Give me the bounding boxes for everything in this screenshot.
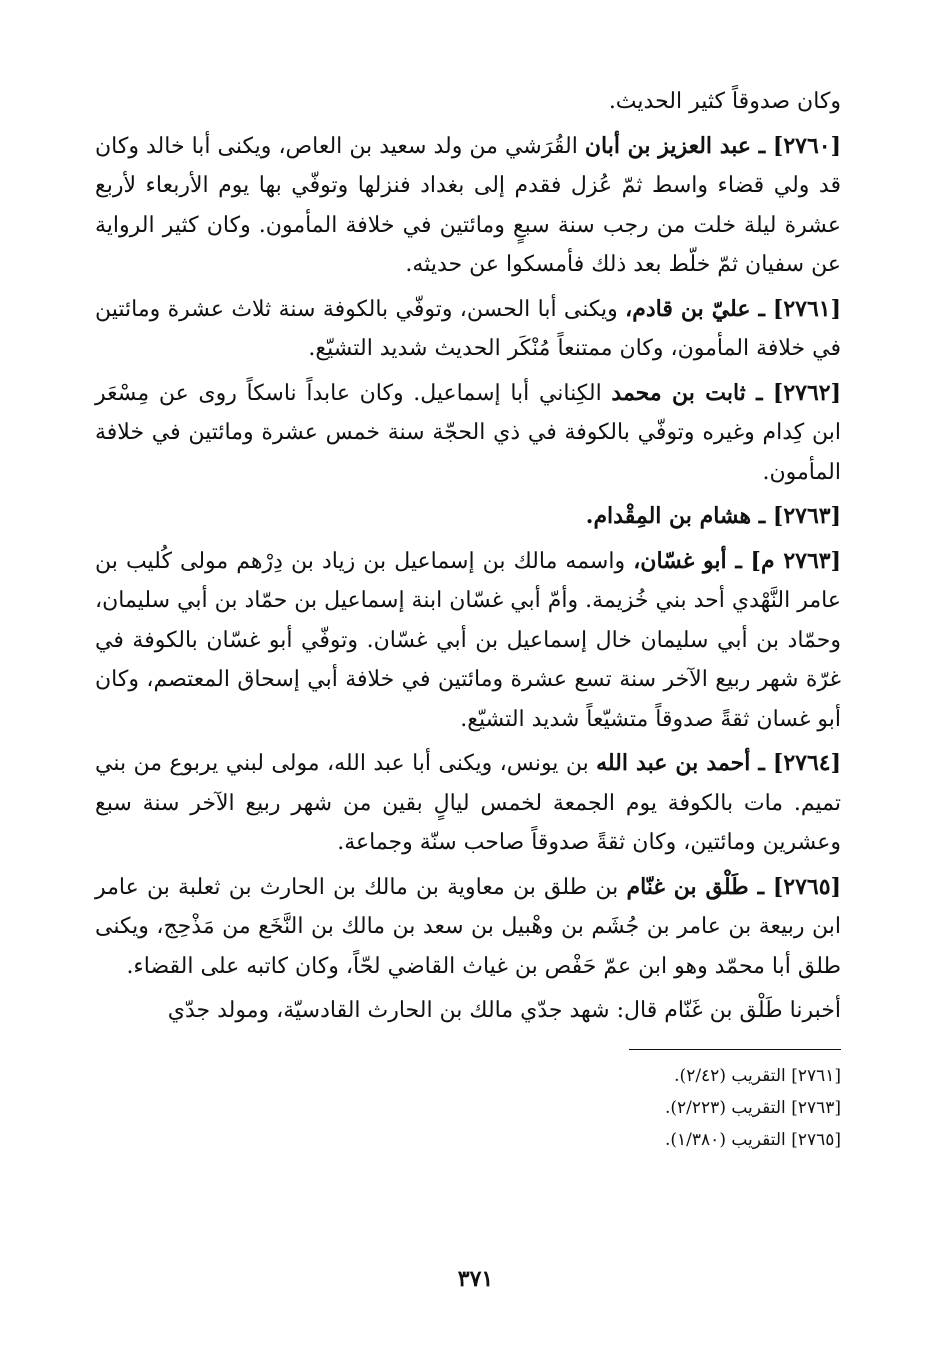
paragraph bbox=[95, 290, 841, 369]
paragraph bbox=[95, 744, 841, 863]
footnote: [٢٧٦٣] التقريب (٢/٢٢٣). bbox=[665, 1097, 841, 1118]
entry-text: ويكنى أبا الحسن، وتوفّي بالكوفة سنة ثلاث عشرة ومائتين في خلافة المأمون، وكان ممتنعاً مُنْكَر الحديث شديد التشيّع. bbox=[95, 296, 841, 361]
entry-text: واسمه مالك بن إسماعيل بن زياد بن دِرْهم مولى كُليب بن عامر النَّهْدي أحد بني خُزيمة. وأمّ أبي غسّان ابنة إسماعيل بن حمّاد بن أبي سليمان، وحمّاد بن أبي سليمان خال إسماعيل بن أبي غسّان. وتوفّي أبو غسّان بالكوفة في غرّة شهر ربيع الآخر سنة تسع عشرة ومائتين في خلافة أبي إسحاق المعتصم، وكان أبو غسان ثقةً صدوقاً متشيّعاً شديد التشيّع. bbox=[95, 548, 841, 732]
footnote: [٢٧٦٥] التقريب (١/٣٨٠). bbox=[665, 1129, 841, 1150]
entry-heading: [٢٧٦٠] ـ عبد العزيز بن أبان bbox=[584, 132, 841, 159]
entry-text: وكان صدوقاً كثير الحديث. bbox=[608, 89, 841, 114]
entry-text: بن يونس، ويكنى أبا عبد الله، مولى لبني يربوع من بني تميم. مات بالكوفة يوم الجمعة لخمس ليالٍ بقين من شهر ربيع الآخر سنة سبع وعشرين ومائتين، وكان ثقةً صدوقاً صاحب سنّة وجماعة. bbox=[95, 751, 841, 855]
entry-heading: [٢٧٦٣] ـ هشام بن المِقْدام. bbox=[585, 503, 841, 529]
entry-heading: [٢٧٦٥] ـ طَلْق بن غنّام bbox=[626, 873, 841, 900]
page-number: ٣٧١ bbox=[457, 1266, 494, 1292]
paragraph bbox=[95, 82, 841, 122]
paragraph bbox=[95, 497, 841, 537]
paragraph bbox=[95, 374, 841, 493]
entry-text: الكِناني أبا إسماعيل. وكان عابداً ناسكاً روى عن مِسْعَر ابن كِدام وغيره وتوفّي بالكوفة في ذي الحجّة سنة خمس عشرة ومائتين في خلافة المأمون. bbox=[95, 380, 841, 485]
entry-text: القُرَشي من ولد سعيد بن العاص، ويكنى أبا خالد وكان قد ولي قضاء واسط ثمّ عُزل فقدم إلى بغداد فنزلها وتوفّي بها يوم الأربعاء لأربع عشرة ليلة خلت من رجب سنة سبعٍ ومائتين في خلافة المأمون. وكان كثير الرواية عن سفيان ثمّ خلّط بعد ذلك فأمسكوا عن حديثه. bbox=[95, 133, 841, 277]
entry-text: أخبرنا طَلْق بن غَنّام قال: شهد جدّي مالك بن الحارث القادسيّة، ومولد جدّي bbox=[167, 998, 841, 1023]
entry-text: بن طلق بن معاوية بن مالك بن الحارث بن ثعلبة بن عامر ابن ربيعة بن عامر بن جُشَم بن وهْبيل بن سعد بن مالك بن النَّخَع من مَذْحِج، ويكنى طلق أبا محمّد وهو ابن عمّ حَفْص بن غياث القاضي لحّاً، وكان كاتبه على القضاء. bbox=[95, 874, 841, 979]
paragraph bbox=[95, 542, 841, 740]
entry-heading: [٢٧٦١] ـ عليّ بن قادم، bbox=[625, 295, 841, 322]
entry-heading: [٢٧٦٤] ـ أحمد بن عبد الله bbox=[596, 750, 841, 776]
entry-heading: [٢٧٦٣ م] ـ أبو غسّان، bbox=[633, 547, 841, 574]
paragraph bbox=[95, 127, 841, 285]
paragraph bbox=[95, 991, 841, 1031]
entry-heading: [٢٧٦٢] ـ ثابت بن محمد bbox=[611, 379, 842, 406]
footnote-divider bbox=[629, 1049, 841, 1050]
footnote: [٢٧٦١] التقريب (٢/٤٢). bbox=[674, 1065, 841, 1086]
main-text bbox=[95, 82, 841, 1031]
footnotes bbox=[95, 1060, 841, 1156]
paragraph bbox=[95, 868, 841, 987]
